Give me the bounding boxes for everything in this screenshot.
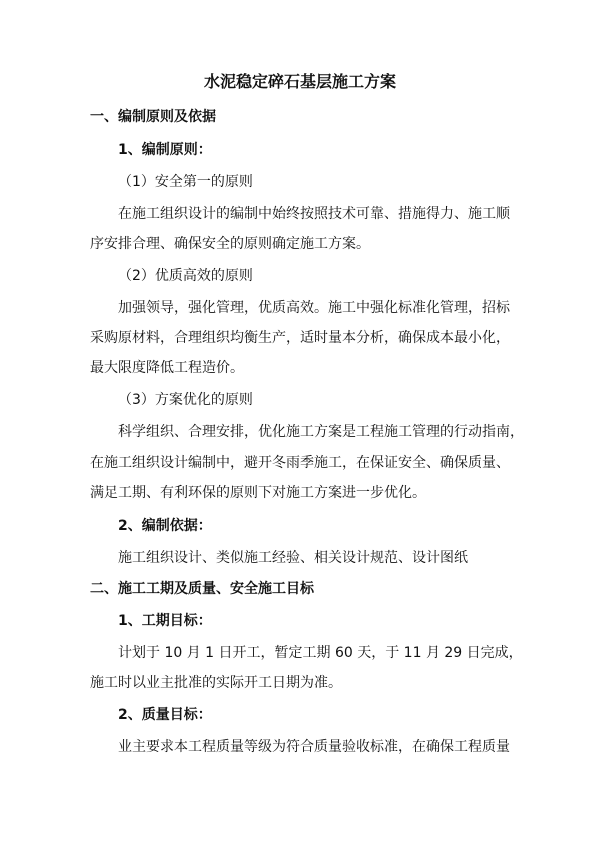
- document-title: 水泥稳定碎石基层施工方案: [203, 72, 396, 91]
- section-heading-2: 二、施工工期及质量、安全施工目标: [90, 581, 314, 597]
- paragraph-line: 计划于 10 月 1 日开工，暂定工期 60 天，于 11 月 29 日完成，: [118, 645, 523, 661]
- principle-item-1: （1）安全第一的原则: [118, 174, 253, 190]
- paragraph-line: 施工时以业主批准的实际开工日期为准。: [90, 675, 342, 691]
- paragraph-line: 最大限度降低工程造价。: [90, 360, 244, 376]
- subsection-heading-compile-basis: 2、编制依据：: [118, 518, 212, 534]
- principle-item-2: （2）优质高效的原则: [118, 268, 253, 284]
- paragraph-line: 序安排合理、确保安全的原则确定施工方案。: [90, 236, 370, 252]
- paragraph-line: 满足工期、有利环保的原则下对施工方案进一步优化。: [90, 485, 426, 501]
- paragraph-line: 加强领导，强化管理，优质高效。施工中强化标准化管理，招标: [118, 300, 510, 316]
- subsection-heading-schedule-target: 1、工期目标：: [118, 613, 212, 629]
- paragraph-line: 在施工组织设计编制中，避开冬雨季施工，在保证安全、确保质量、: [90, 455, 510, 471]
- paragraph-line: 业主要求本工程质量等级为符合质量验收标准，在确保工程质量: [118, 739, 510, 755]
- paragraph-line: 在施工组织设计的编制中始终按照技术可靠、措施得力、施工顺: [118, 206, 510, 222]
- subsection-heading-quality-target: 2、质量目标：: [118, 707, 212, 723]
- section-heading-1: 一、编制原则及依据: [90, 109, 216, 125]
- paragraph-line: 施工组织设计、类似施工经验、相关设计规范、设计图纸: [118, 550, 468, 566]
- paragraph-line: 科学组织、合理安排，优化施工方案是工程施工管理的行动指南，: [118, 424, 524, 440]
- paragraph-line: 采购原材料，合理组织均衡生产，适时量本分析，确保成本最小化，: [90, 330, 510, 346]
- subsection-heading-compile-principles: 1、编制原则：: [118, 142, 212, 158]
- principle-item-3: （3）方案优化的原则: [118, 392, 253, 408]
